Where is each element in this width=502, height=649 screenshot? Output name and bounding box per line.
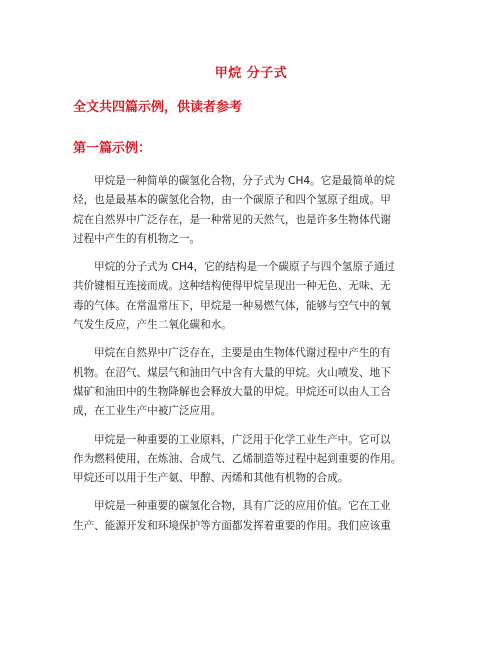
- paragraph-line: 烃，也是最基本的碳氢化合物，由一个碳原子和四个氢原子组成。甲: [73, 194, 391, 207]
- paragraph-line: 生产、能源开发和环境保护等方面都发挥着重要的作用。我们应该重: [73, 519, 391, 532]
- paragraph-line: 成，在工业生产中被广泛应用。: [73, 405, 222, 418]
- section-heading: 第一篇示例：: [73, 141, 152, 156]
- paragraph-line: 过程中产生的有机物之一。: [73, 232, 201, 245]
- paragraph-line: 作为燃料使用，在炼油、合成气、乙烯制造等过程中起到重要的作用。: [73, 452, 402, 465]
- document-body: [73, 172, 433, 545]
- paragraph-line: 毒的气体。在常温常压下，甲烷是一种易燃气体，能够与空气中的氧: [73, 299, 391, 312]
- paragraph: [73, 258, 433, 335]
- intro-heading: 全文共四篇示例，供读者参考: [73, 100, 243, 115]
- paragraph-line: 甲烷是一种简单的碳氢化合物，分子式为 CH4。它是最简单的烷: [94, 175, 395, 187]
- paragraph-line: 甲烷的分子式为 CH4，它的结构是一个碳原子与四个氢原子通过: [94, 261, 395, 274]
- paragraph-line: 烷在自然界中广泛存在，是一种常见的天然气，也是许多生物体代谢: [73, 213, 391, 226]
- paragraph-line: 甲烷在自然界中广泛存在，主要是由生物体代谢过程中产生的有: [94, 347, 391, 360]
- paragraph-line: 煤矿和油田中的生物降解也会释放大量的甲烷。甲烷还可以由人工合: [73, 385, 391, 398]
- paragraph: [73, 172, 433, 249]
- paragraph-line: 共价键相互连接而成。这种结构使得甲烷呈现出一种无色、无味、无: [73, 280, 391, 293]
- paragraph: [73, 431, 433, 489]
- paragraph-line: 甲烷还可以用于生产氨、甲醇、丙烯和其他有机物的合成。: [73, 472, 349, 485]
- document-title: 甲烷 分子式: [214, 66, 288, 81]
- paragraph: [73, 497, 433, 536]
- paragraph-line: 气发生反应，产生二氧化碳和水。: [73, 319, 232, 332]
- paragraph-line: 甲烷是一种重要的碳氢化合物，具有广泛的应用价值。它在工业: [94, 500, 391, 513]
- paragraph-line: 甲烷是一种重要的工业原料，广泛用于化学工业生产中。它可以: [94, 433, 391, 446]
- paragraph-line: 机物。在沼气、煤层气和油田气中含有大量的甲烷。火山喷发、地下: [73, 366, 391, 379]
- paragraph: [73, 344, 433, 421]
